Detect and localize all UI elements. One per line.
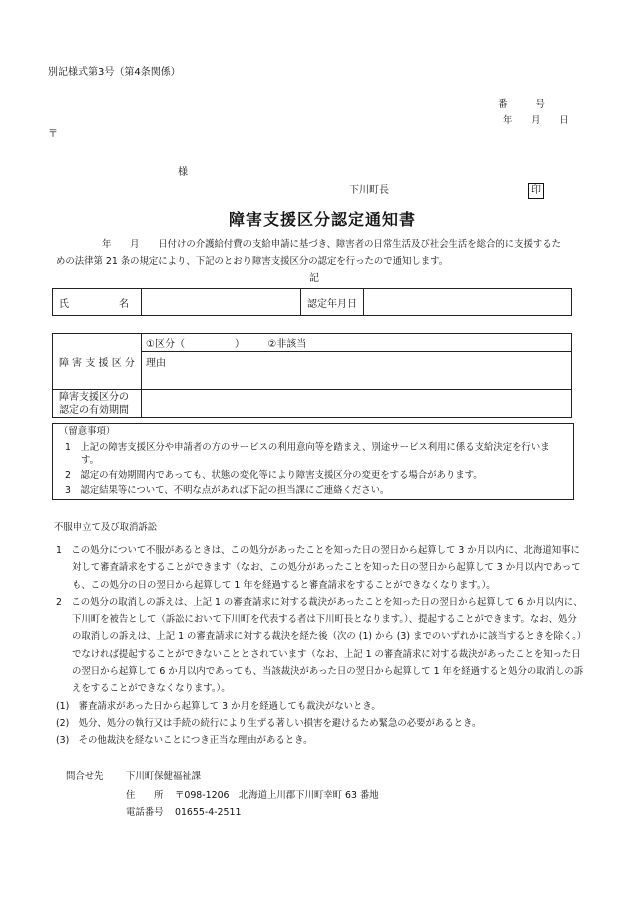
document-number-label: 番 号 [498,99,545,110]
note-item-2: 2 認定の有効期間内であっても、状態の変化等により障害支援区分の変更をする場合があります。 [65,470,483,481]
validity-period-label [53,390,142,418]
note-item-1-line-1: 1 上記の障害支援区分や申請者の方のサービスの利用意向等を踏まえ、別途サービス利用に係る支給決定を行いま [65,442,550,453]
intro-line-1: 年 月 日付けの介護給付費の支給申請に基づき、障害者の日常生活及び社会生活を総合的に支援するた [102,239,562,250]
appeal-paragraph-1: 1 この処分について不服があるときは、この処分があったことを知った日の翌日から起算して 3 か月以内に、北海道知事に対して審査請求をすることができます（なお、この処分があったことを知った日の翌日から起算して 3 か月以内であっても、この処分の日の翌日から起算して 1 年を経過すると審査請求をすることができなくなります。）。 [56,545,581,591]
option-category-number[interactable]: ①区分（ ） [146,339,245,350]
document-title: 障害支援区分認定通知書 [229,210,417,229]
address-label: 住 所 [126,790,164,801]
validity-label-line-2: 認定の有効期間 [59,404,129,416]
contact-label: 問合せ先 [66,771,104,782]
applicant-table [52,288,572,316]
support-category-table [52,333,572,418]
notes-heading: （留意事項） [59,426,116,437]
appeal-body [56,542,584,750]
recipient-honorific: 様 [178,167,188,178]
phone-label: 電話番号 [126,807,164,818]
appeal-condition-1: (1) 審査請求があった日から起算して 3 か月を経過しても裁決がないとき。 [56,700,381,712]
appeal-condition-2: (2) 処分、処分の執行又は手続の続行により生ずる著しい損害を避けるため緊急の必要があるとき。 [56,717,482,729]
appeal-paragraph-2: 2 この処分の取消しの訴えは、上記 1 の審査請求に対する裁決があったことを知った日の翌日から起算して 6 か月以内に、下川町を被告として（訴訟において下川町を代表する者は下川町長となります。）、提起することができます。なお、処分の取消しの訴えは、上記 1 の審査請求に対する裁決を経た後（次の (1) から (3) までのいずれかに該当するときを除く。）でなければ提起することができないこととされています（なお、上記 1 の審査請求に対する裁決があったことを知った日の翌日から起算して 6 か月以内であっても、当該裁決があった日の翌日から起算して 1 年を経過すると処分の取消しの訴えをすることができなくなります。）。 [56,596,584,695]
certification-date-value-field[interactable] [364,289,572,316]
form-number-label: 別記様式第3号（第4条関係） [48,67,181,78]
reason-label: 理由 [146,358,166,369]
appeal-condition-3: (3) その他裁決を経ないことにつき正当な理由があるとき。 [56,735,313,747]
ki-label: 記 [309,273,319,284]
contact-department: 下川町保健福祉課 [126,771,202,782]
postal-mark: 〒 [48,129,58,140]
seal-mark: 印 [528,183,544,199]
note-item-3: 3 認定結果等について、不明な点があれば下記の担当課にご連絡ください。 [65,485,390,496]
support-category-label: 障 害 支 援 区 分 [53,334,142,390]
name-label: 氏 名 [53,289,142,316]
contact-address: 〒098-1206 北海道上川郡下川町幸町 63 番地 [175,790,379,801]
validity-label-line-1: 障害支援区分の [59,391,129,403]
name-value-field[interactable] [142,289,301,316]
issuer-name: 下川町長 [349,185,389,196]
contact-phone: 01655-4-2511 [175,807,242,818]
note-item-1-line-2: す。 [81,455,99,466]
option-not-applicable[interactable]: ②非該当 [267,339,307,350]
reason-cell[interactable] [142,352,572,390]
certification-date-label: 認定年月日 [301,289,364,316]
category-options-row [142,334,572,352]
issue-date-label: 年 月 日 [503,115,569,126]
intro-line-2: めの法律第 21 条の規定により、下記のとおり障害支援区分の認定を行ったので通知します。 [56,256,449,267]
validity-period-value-field[interactable] [142,390,572,418]
appeal-heading: 不服申立て及び取消訴訟 [54,522,158,533]
